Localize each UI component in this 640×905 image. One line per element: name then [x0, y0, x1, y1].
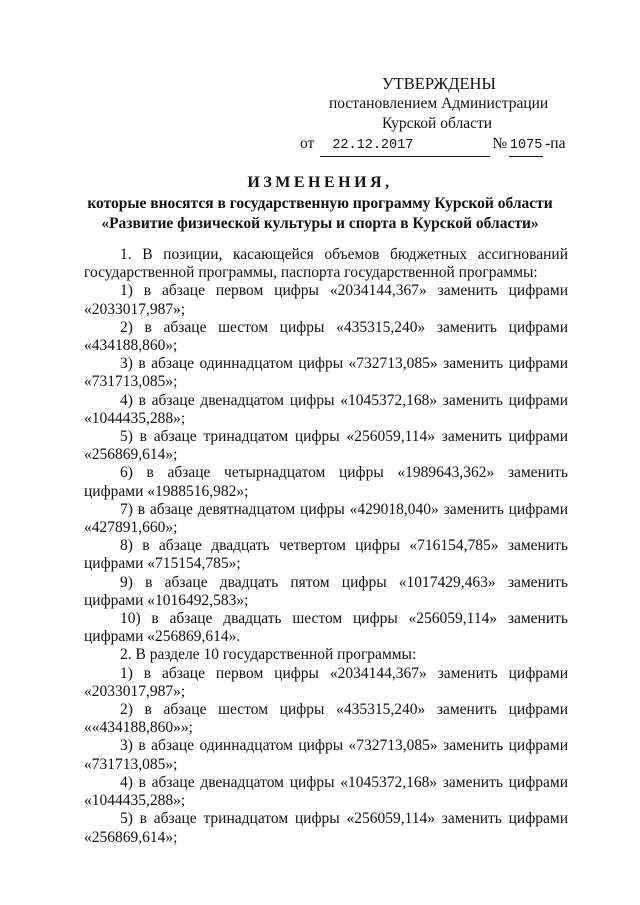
- document-body: [84, 246, 568, 847]
- document-title: ИЗМЕНЕНИЯ,: [247, 174, 393, 191]
- paragraph: 3) в абзаце одиннадцатом цифры «732713,085» заменить цифрами «731713,085»;: [84, 737, 568, 773]
- paragraph: 6) в абзаце четырнадцатом цифры «1989643,362» заменить цифрами «1988516,982»;: [84, 464, 568, 500]
- approval-stamp: [300, 74, 570, 157]
- paragraph: 2. В разделе 10 государственной программы:: [120, 646, 417, 664]
- paragraph: 1) в абзаце первом цифры «2034144,367» заменить цифрами «2033017,987»;: [84, 282, 568, 318]
- paragraph: 5) в абзаце тринадцатом цифры «256059,114» заменить цифрами «256869,614»;: [84, 810, 568, 846]
- document-heading: [60, 172, 580, 234]
- paragraph: 9) в абзаце двадцать пятом цифры «1017429,463» заменить цифрами «1016492,583»;: [84, 573, 568, 609]
- paragraph: 7) в абзаце девятнадцатом цифры «429018,040» заменить цифрами «427891,660»;: [84, 500, 568, 537]
- paragraph: 4) в абзаце двенадцатом цифры «1045372,168» заменить цифрами «1044435,288»;: [84, 391, 568, 427]
- approval-line-2: Курской области: [382, 115, 493, 132]
- paragraph: 1. В позиции, касающейся объемов бюджетных ассигнований государственной программы, паспорта государственной программы:: [84, 246, 568, 282]
- paragraph: 8) в абзаце двадцать четвертом цифры «716154,785» заменить цифрами «715154,785»;: [84, 537, 568, 573]
- paragraph: 3) в абзаце одиннадцатом цифры «732713,085» заменить цифрами «731713,085»;: [84, 355, 568, 391]
- approval-number: 1075: [509, 136, 543, 157]
- approval-title: УТВЕРЖДЕНЫ: [382, 74, 496, 93]
- paragraph: 4) в абзаце двенадцатом цифры «1045372,168» заменить цифрами «1044435,288»;: [84, 773, 568, 810]
- paragraph: 5) в абзаце тринадцатом цифры «256059,114» заменить цифрами «256869,614»;: [84, 428, 568, 464]
- approval-line-1: постановлением Администрации: [329, 95, 549, 112]
- document-subtitle-line-1: которые вносятся в государственную программу Курской области: [87, 195, 553, 212]
- paragraph: 2) в абзаце шестом цифры «435315,240» заменить цифрами «434188,860»;: [84, 318, 568, 355]
- approval-date-line: [300, 134, 570, 157]
- paragraph: 10) в абзаце двадцать шестом цифры «256059,114» заменить цифрами «256869,614».: [84, 610, 568, 646]
- paragraph: 2) в абзаце шестом цифры «435315,240» заменить цифрами ««434188,860»»;: [84, 701, 568, 737]
- number-suffix: -па: [545, 135, 566, 152]
- number-label: №: [492, 135, 508, 152]
- date-prefix: от: [300, 135, 315, 152]
- document-subtitle-line-2: «Развитие физической культуры и спорта в Курской области»: [101, 215, 539, 232]
- paragraph: 1) в абзаце первом цифры «2034144,367» заменить цифрами «2033017,987»;: [84, 664, 568, 700]
- approval-date: 22.12.2017: [320, 136, 490, 157]
